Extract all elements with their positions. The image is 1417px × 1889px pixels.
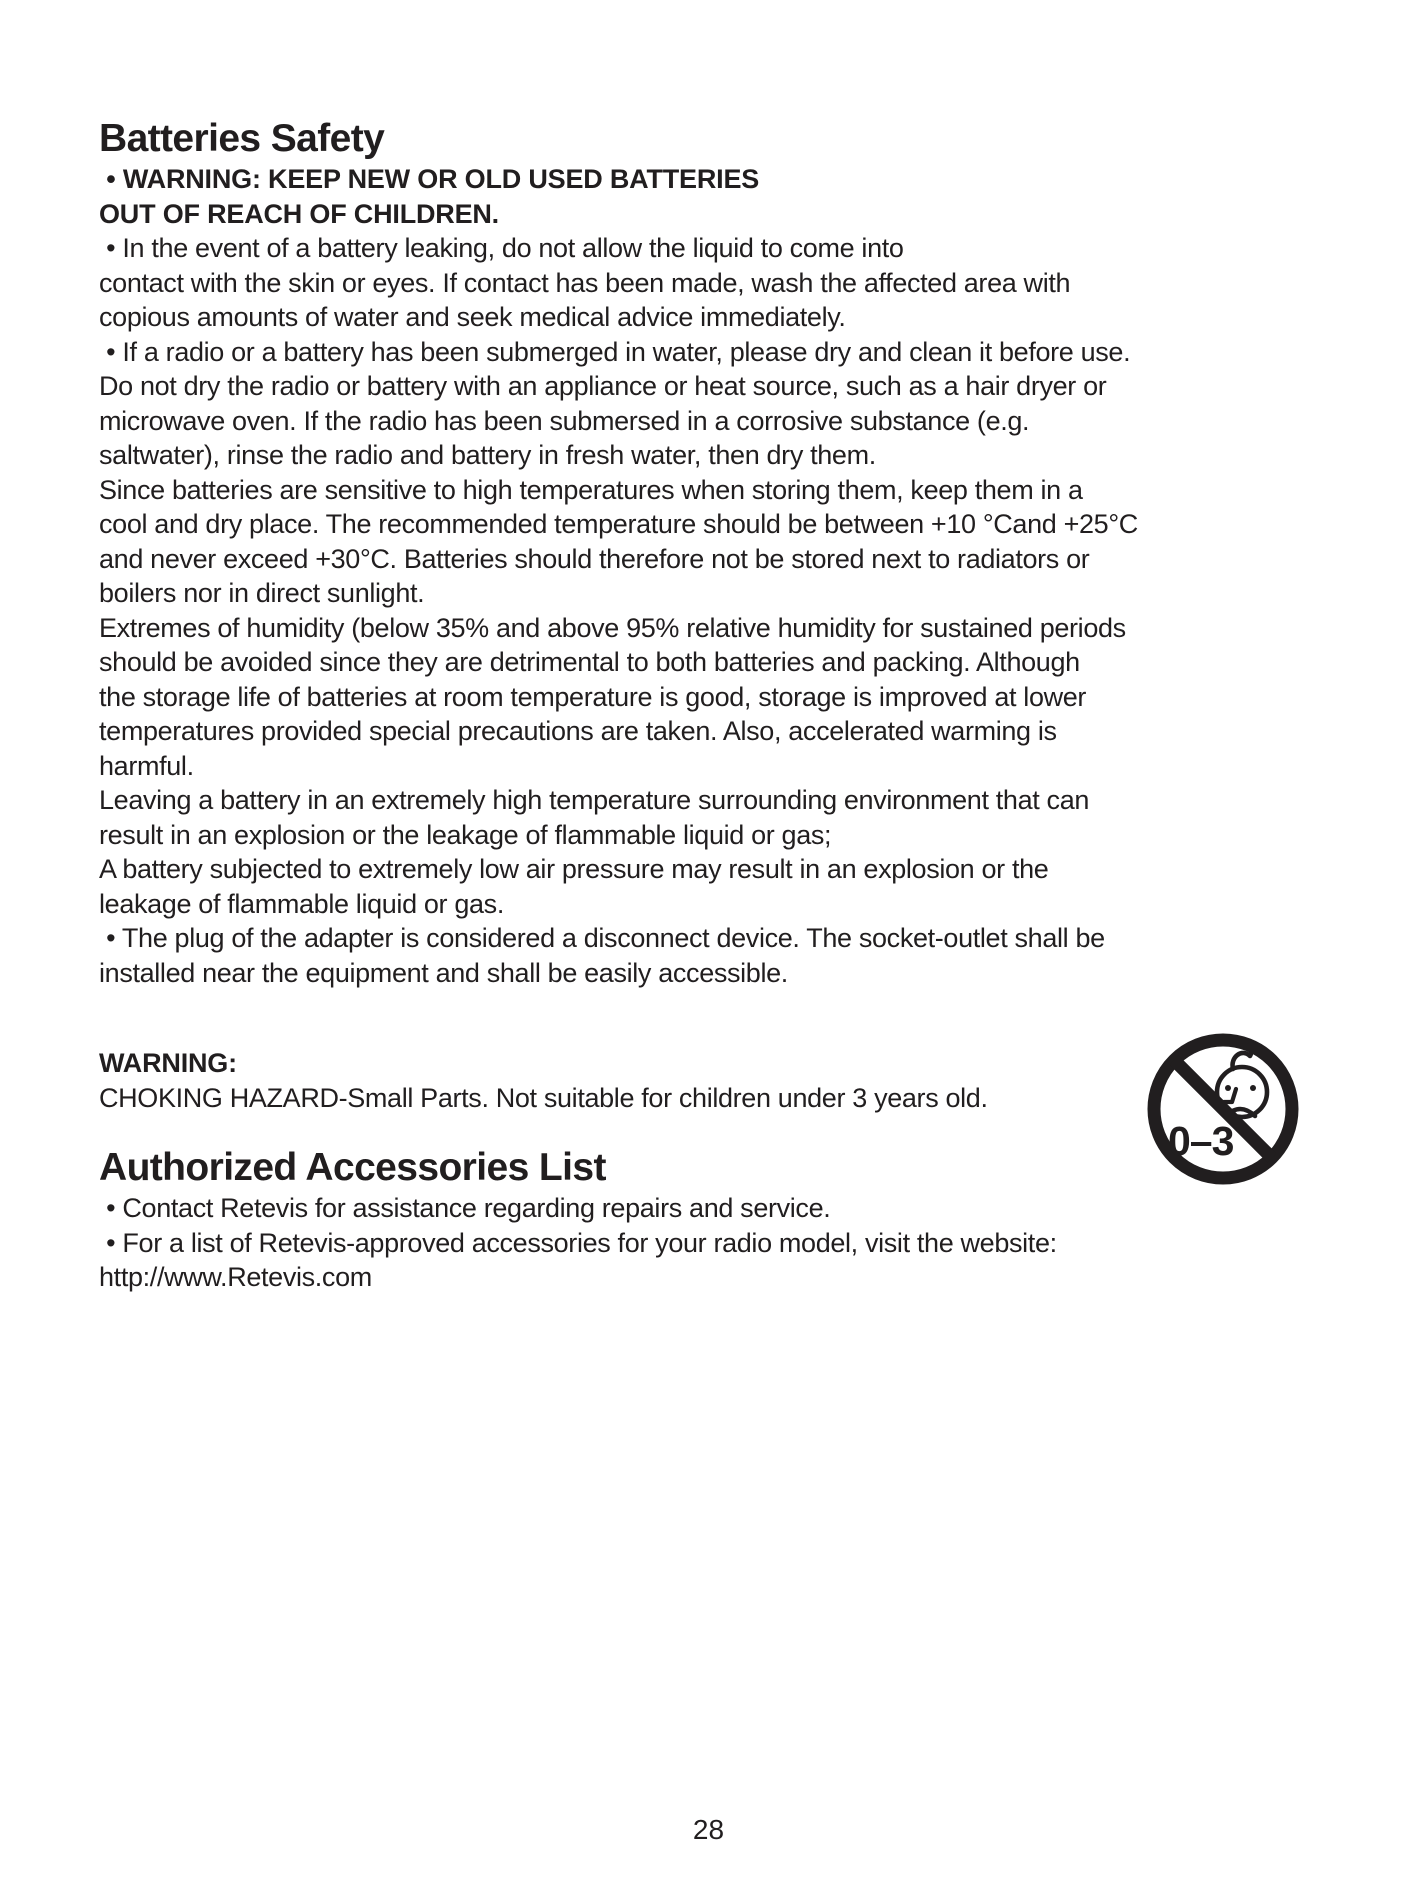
battery-body-line: the storage life of batteries at room temperature is good, storage is improved at lower: [99, 681, 1087, 712]
battery-body-line: cool and dry place. The recommended temperature should be between +10 °Cand +25°C: [99, 509, 1138, 539]
battery-body-line: • The plug of the adapter is considered a disconnect device. The socket-outlet shall be: [99, 923, 1105, 953]
battery-body-line: installed near the equipment and shall be easily accessible.: [99, 957, 788, 988]
battery-body-line: result in an explosion or the leakage of flammable liquid or gas;: [99, 819, 832, 850]
battery-body-line: saltwater), rinse the radio and battery in fresh water, then dry them.: [99, 440, 876, 470]
battery-body-line: leakage of flammable liquid or gas.: [99, 888, 504, 919]
age-range-label: 0–3: [1168, 1118, 1234, 1164]
battery-warning-bold-lines: [99, 162, 1138, 231]
battery-body-line: temperatures provided special precautions are taken. Also, accelerated warming is: [99, 716, 1057, 746]
choking-warning-text: CHOKING HAZARD-Small Parts. Not suitable for children under 3 years old.: [99, 1082, 988, 1113]
battery-body-line: and never exceed +30°C. Batteries should therefore not be stored next to radiators or: [99, 543, 1090, 574]
battery-body-line: microwave oven. If the radio has been submersed in a corrosive substance (e.g.: [99, 405, 1030, 436]
battery-body-line: • In the event of a battery leaking, do not allow the liquid to come into: [99, 233, 904, 263]
battery-body-line: contact with the skin or eyes. If contact has been made, wash the affected area with: [99, 267, 1071, 298]
page-content: [99, 116, 1138, 1295]
page-number: 28: [692, 1814, 725, 1845]
battery-body-line: • If a radio or a battery has been submerged in water, please dry and clean it before use.: [99, 336, 1131, 367]
choking-warning-label: WARNING:: [99, 1048, 237, 1078]
battery-body-line: Leaving a battery in an extremely high temperature surrounding environment that can: [99, 785, 1090, 815]
battery-body-line: should be avoided since they are detrimental to both batteries and packing. Although: [99, 647, 1080, 677]
battery-warning-line: • WARNING: KEEP NEW OR OLD USED BATTERIES: [99, 164, 760, 194]
baby-eyes: [1225, 1085, 1256, 1091]
battery-body-lines: [99, 231, 1138, 990]
batteries-safety-heading: Batteries Safety: [99, 117, 385, 160]
battery-body-line: A battery subjected to extremely low air pressure may result in an explosion or the: [99, 854, 1049, 884]
battery-body-line: Since batteries are sensitive to high temperatures when storing them, keep them in a: [99, 474, 1083, 505]
accessories-line: • For a list of Retevis-approved accessories for your radio model, visit the website:: [99, 1227, 1057, 1258]
battery-warning-line: OUT OF REACH OF CHILDREN.: [99, 198, 499, 229]
accessories-line: • Contact Retevis for assistance regarding repairs and service.: [99, 1193, 831, 1223]
battery-body-line: boilers nor in direct sunlight.: [99, 578, 425, 608]
battery-body-line: copious amounts of water and seek medical advice immediately.: [99, 302, 846, 332]
accessories-line: http://www.Retevis.com: [99, 1262, 372, 1292]
battery-body-line: harmful.: [99, 750, 194, 781]
choking-hazard-icon: [1147, 1033, 1299, 1185]
accessories-heading: Authorized Accessories List: [99, 1146, 606, 1189]
choking-warning-block: [99, 1046, 1138, 1115]
battery-body-line: Extremes of humidity (below 35% and above 95% relative humidity for sustained periods: [99, 612, 1126, 643]
battery-body-line: Do not dry the radio or battery with an appliance or heat source, such as a hair dryer or: [99, 371, 1107, 401]
accessories-lines: [99, 1191, 1138, 1295]
